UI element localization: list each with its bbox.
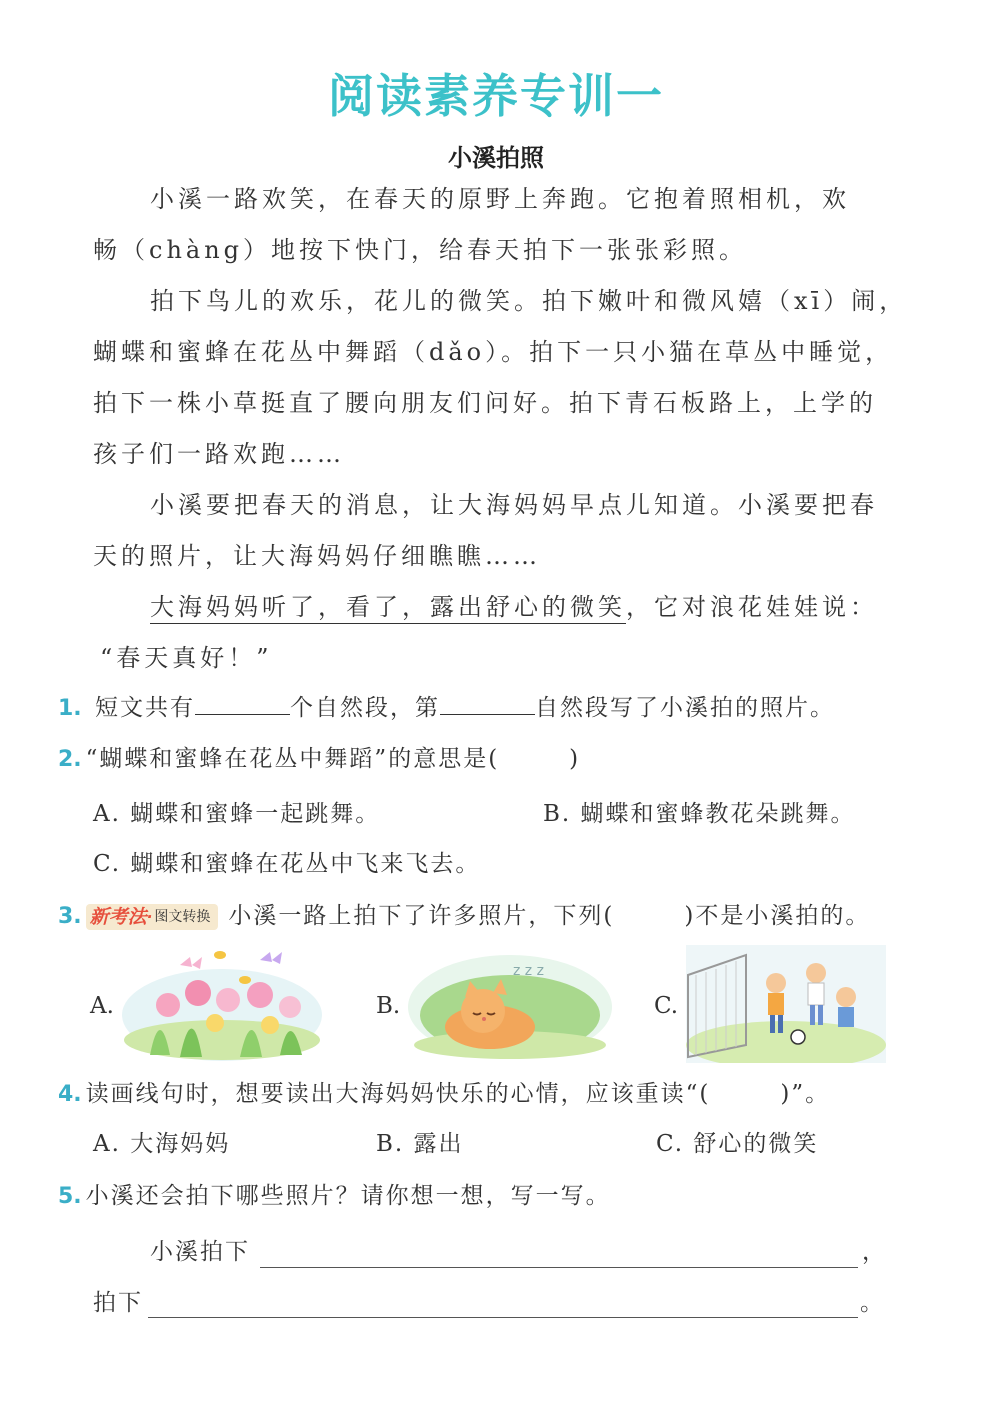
question-number: 5.: [58, 1184, 82, 1209]
q4-option-c: C. 舒心的微笑: [656, 1131, 819, 1157]
svg-text:z z z: z z z: [513, 963, 544, 979]
q4-option-b: B. 露出: [376, 1131, 464, 1157]
story-title: 小溪拍照: [448, 144, 544, 172]
paragraph-line: 拍下鸟儿的欢乐，花儿的微笑。拍下嫩叶和微风嬉（xī）闹，: [150, 287, 908, 315]
q5-stem: 小溪还会拍下哪些照片？请你想一想，写一写。: [85, 1183, 611, 1209]
paragraph-line: 拍下一株小草挺直了腰向朋友们问好。拍下青石板路上，上学的: [93, 389, 877, 417]
question-number: 2.: [58, 747, 82, 772]
question-number: 4.: [58, 1082, 82, 1107]
page-title: 阅读素养专训一: [328, 69, 664, 123]
paragraph-line: 蝴蝶和蜜蜂在花丛中舞蹈（dǎo）。拍下一只小猫在草丛中睡觉，: [93, 338, 894, 366]
q3-close: )不是小溪拍的。: [684, 903, 871, 929]
paragraph-line: “春天真好！”: [100, 644, 273, 672]
paragraph-line: 小溪要把春天的消息，让大海妈妈早点儿知道。小溪要把春: [150, 491, 878, 519]
question-3: [58, 900, 870, 933]
question-number: 3.: [58, 904, 82, 929]
q5-line1-end: ，: [862, 1239, 887, 1265]
paragraph-line: 小溪一路欢笑，在春天的原野上奔跑。它抱着照相机，欢: [150, 185, 850, 213]
q2-option-b: B. 蝴蝶和蜜蜂教花朵跳舞。: [543, 801, 856, 827]
q5-line2-end: 。: [860, 1290, 885, 1316]
q3-stem: 小溪一路上拍下了许多照片，下列(: [228, 903, 615, 929]
q2-option-c: C. 蝴蝶和蜜蜂在花丛中飞来飞去。: [93, 851, 481, 877]
q1-text-3: 自然段写了小溪拍的照片。: [534, 695, 835, 721]
q1-blank-1[interactable]: [195, 692, 290, 715]
q3-pic-label-c: C.: [654, 993, 679, 1019]
q3-pic-label-a: A.: [90, 993, 114, 1019]
q3-pic-label-b: B.: [376, 993, 401, 1019]
kids-soccer-picture[interactable]: [686, 945, 886, 1063]
question-5: [58, 1180, 611, 1213]
q1-blank-2[interactable]: [440, 692, 535, 715]
sleeping-cat-picture[interactable]: [405, 945, 615, 1063]
q5-line2-prefix: 拍下: [93, 1290, 143, 1316]
question-2: [58, 743, 580, 776]
paragraph-line: 畅（chàng）地按下快门，给春天拍下一张张彩照。: [93, 236, 748, 264]
q4-option-a: A. 大海妈妈: [93, 1131, 231, 1157]
paragraph-line: 天的照片，让大海妈妈仔细瞧瞧……: [93, 542, 541, 570]
q5-answer-line-1[interactable]: [260, 1266, 858, 1268]
underlined-sentence: 大海妈妈听了，看了，露出舒心的微笑: [150, 593, 626, 624]
flowers-butterflies-picture[interactable]: [120, 945, 325, 1063]
q2-close: ): [569, 746, 581, 772]
q4-close: )”。: [780, 1081, 831, 1107]
q2-option-a: A. 蝴蝶和蜜蜂一起跳舞。: [93, 801, 381, 827]
paragraph-line: [150, 591, 878, 623]
q1-text-2: 个自然段，第: [289, 695, 440, 721]
paragraph-line: 孩子们一路欢跑……: [93, 440, 345, 468]
q5-line1-prefix: 小溪拍下: [150, 1239, 250, 1265]
question-1: [58, 692, 835, 725]
q4-stem: 读画线句时，想要读出大海妈妈快乐的心情，应该重读“(: [85, 1081, 711, 1107]
new-method-badge: 新考法 · 图文转换: [86, 904, 219, 930]
q2-stem: “蝴蝶和蜜蜂在花丛中舞蹈”的意思是(: [85, 746, 500, 772]
question-4: [58, 1078, 830, 1111]
question-number: 1.: [58, 696, 82, 721]
q5-answer-line-2[interactable]: [148, 1316, 858, 1318]
paragraph-rest: ，它对浪花娃娃说：: [626, 593, 878, 621]
q1-text-1: 短文共有: [94, 695, 195, 721]
